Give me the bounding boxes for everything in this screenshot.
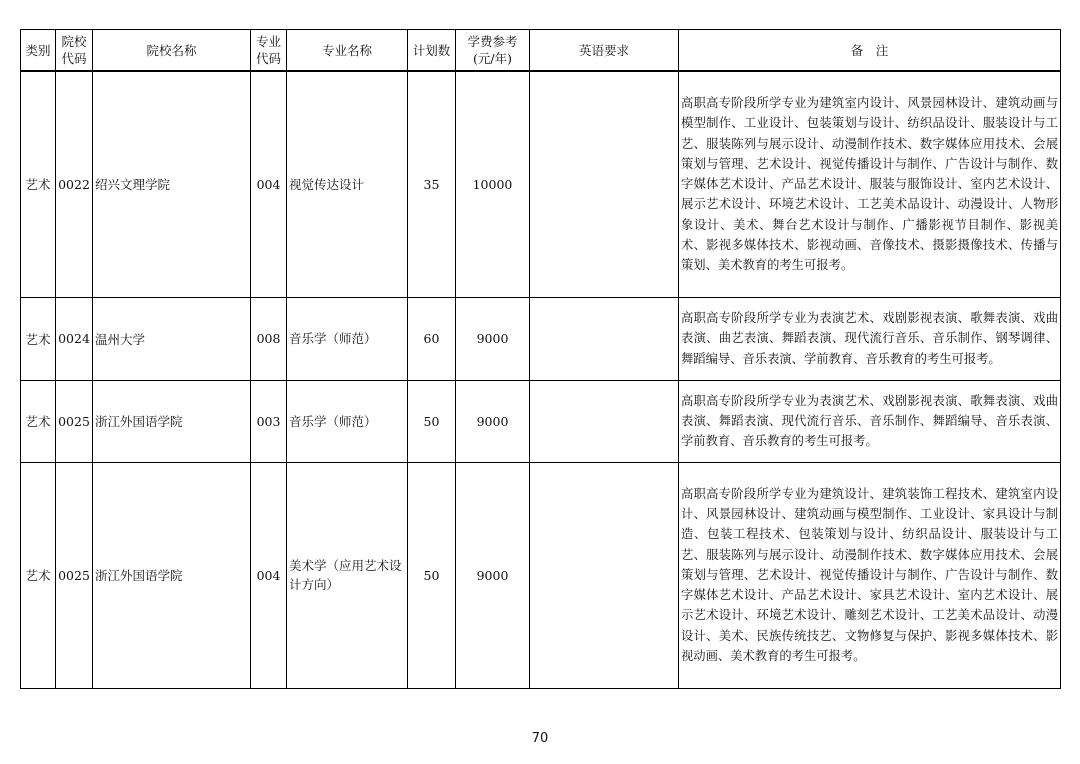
cell-plan: 35: [408, 71, 456, 297]
cell-school-name: 绍兴文理学院: [93, 71, 251, 297]
table-row: [21, 71, 1061, 297]
page-number: 70: [531, 731, 549, 746]
cell-major-name: 视觉传达设计: [287, 71, 408, 297]
header-english: 英语要求: [530, 30, 679, 72]
cell-notes: 高职高专阶段所学专业为建筑设计、建筑装饰工程技术、建筑室内设计、风景园林设计、建筑动画与模型制作、工业设计、家具设计与制造、包装工程技术、包装策划与设计、纺织品设计、服装设计与工艺、服装陈列与展示设计、动漫制作技术、数字媒体应用技术、会展策划与管理、艺术设计、视觉传播设计与制作、广告设计与制作、数字媒体艺术设计、产品艺术设计、家具艺术设计、室内艺术设计、展示艺术设计、环境艺术设计、雕刻艺术设计、工艺美术品设计、动漫设计、美术、民族传统技艺、文物修复与保护、影视多媒体技术、影视动画、美术教育的考生可报考。: [679, 462, 1061, 688]
header-plan: 计划数: [408, 30, 456, 72]
admissions-table: [20, 29, 1061, 689]
cell-school-code: 0024: [56, 297, 93, 380]
cell-school-code: 0025: [56, 462, 93, 688]
cell-notes: 高职高专阶段所学专业为表演艺术、戏剧影视表演、歌舞表演、戏曲表演、曲艺表演、舞蹈表演、现代流行音乐、音乐制作、钢琴调律、舞蹈编导、音乐表演、学前教育、音乐教育的考生可报考。: [679, 297, 1061, 380]
cell-category: 艺术: [21, 380, 56, 462]
cell-school-name: 浙江外国语学院: [93, 380, 251, 462]
cell-english: [530, 71, 679, 297]
cell-category: 艺术: [21, 71, 56, 297]
cell-major-name: 美术学（应用艺术设计方向）: [287, 462, 408, 688]
header-fee: 学费参考(元/年): [456, 30, 530, 72]
cell-plan: 50: [408, 462, 456, 688]
cell-category: 艺术: [21, 297, 56, 380]
cell-school-code: 0025: [56, 380, 93, 462]
cell-major-code: 004: [251, 71, 287, 297]
header-major-name: 专业名称: [287, 30, 408, 72]
cell-school-name: 温州大学: [93, 297, 251, 380]
cell-plan: 50: [408, 380, 456, 462]
cell-english: [530, 380, 679, 462]
cell-major-name: 音乐学（师范）: [287, 297, 408, 380]
header-major-code: 专业代码: [251, 30, 287, 72]
cell-english: [530, 462, 679, 688]
cell-fee: 10000: [456, 71, 530, 297]
cell-notes: 高职高专阶段所学专业为表演艺术、戏剧影视表演、歌舞表演、戏曲表演、舞蹈表演、现代流行音乐、音乐制作、舞蹈编导、音乐表演、学前教育、音乐教育的考生可报考。: [679, 380, 1061, 462]
header-school-name: 院校名称: [93, 30, 251, 72]
table-row: [21, 462, 1061, 688]
cell-english: [530, 297, 679, 380]
cell-plan: 60: [408, 297, 456, 380]
table-header-row: [21, 30, 1061, 72]
cell-fee: 9000: [456, 297, 530, 380]
header-category: 类别: [21, 30, 56, 72]
cell-major-code: 003: [251, 380, 287, 462]
header-notes: 备 注: [679, 30, 1061, 72]
cell-school-code: 0022: [56, 71, 93, 297]
cell-notes: 高职高专阶段所学专业为建筑室内设计、风景园林设计、建筑动画与模型制作、工业设计、包装策划与设计、纺织品设计、服装设计与工艺、服装陈列与展示设计、动漫制作技术、数字媒体应用技术、会展策划与管理、艺术设计、视觉传播设计与制作、广告设计与制作、数字媒体艺术设计、产品艺术设计、服装与服饰设计、室内艺术设计、展示艺术设计、环境艺术设计、工艺美术品设计、动漫设计、人物形象设计、美术、舞台艺术设计与制作、广播影视节目制作、影视美术、影视多媒体技术、影视动画、音像技术、摄影摄像技术、传播与策划、美术教育的考生可报考。: [679, 71, 1061, 297]
cell-major-code: 004: [251, 462, 287, 688]
cell-major-name: 音乐学（师范）: [287, 380, 408, 462]
cell-school-name: 浙江外国语学院: [93, 462, 251, 688]
cell-major-code: 008: [251, 297, 287, 380]
cell-fee: 9000: [456, 380, 530, 462]
header-school-code: 院校代码: [56, 30, 93, 72]
table-row: [21, 297, 1061, 380]
cell-fee: 9000: [456, 462, 530, 688]
cell-category: 艺术: [21, 462, 56, 688]
table-row: [21, 380, 1061, 462]
